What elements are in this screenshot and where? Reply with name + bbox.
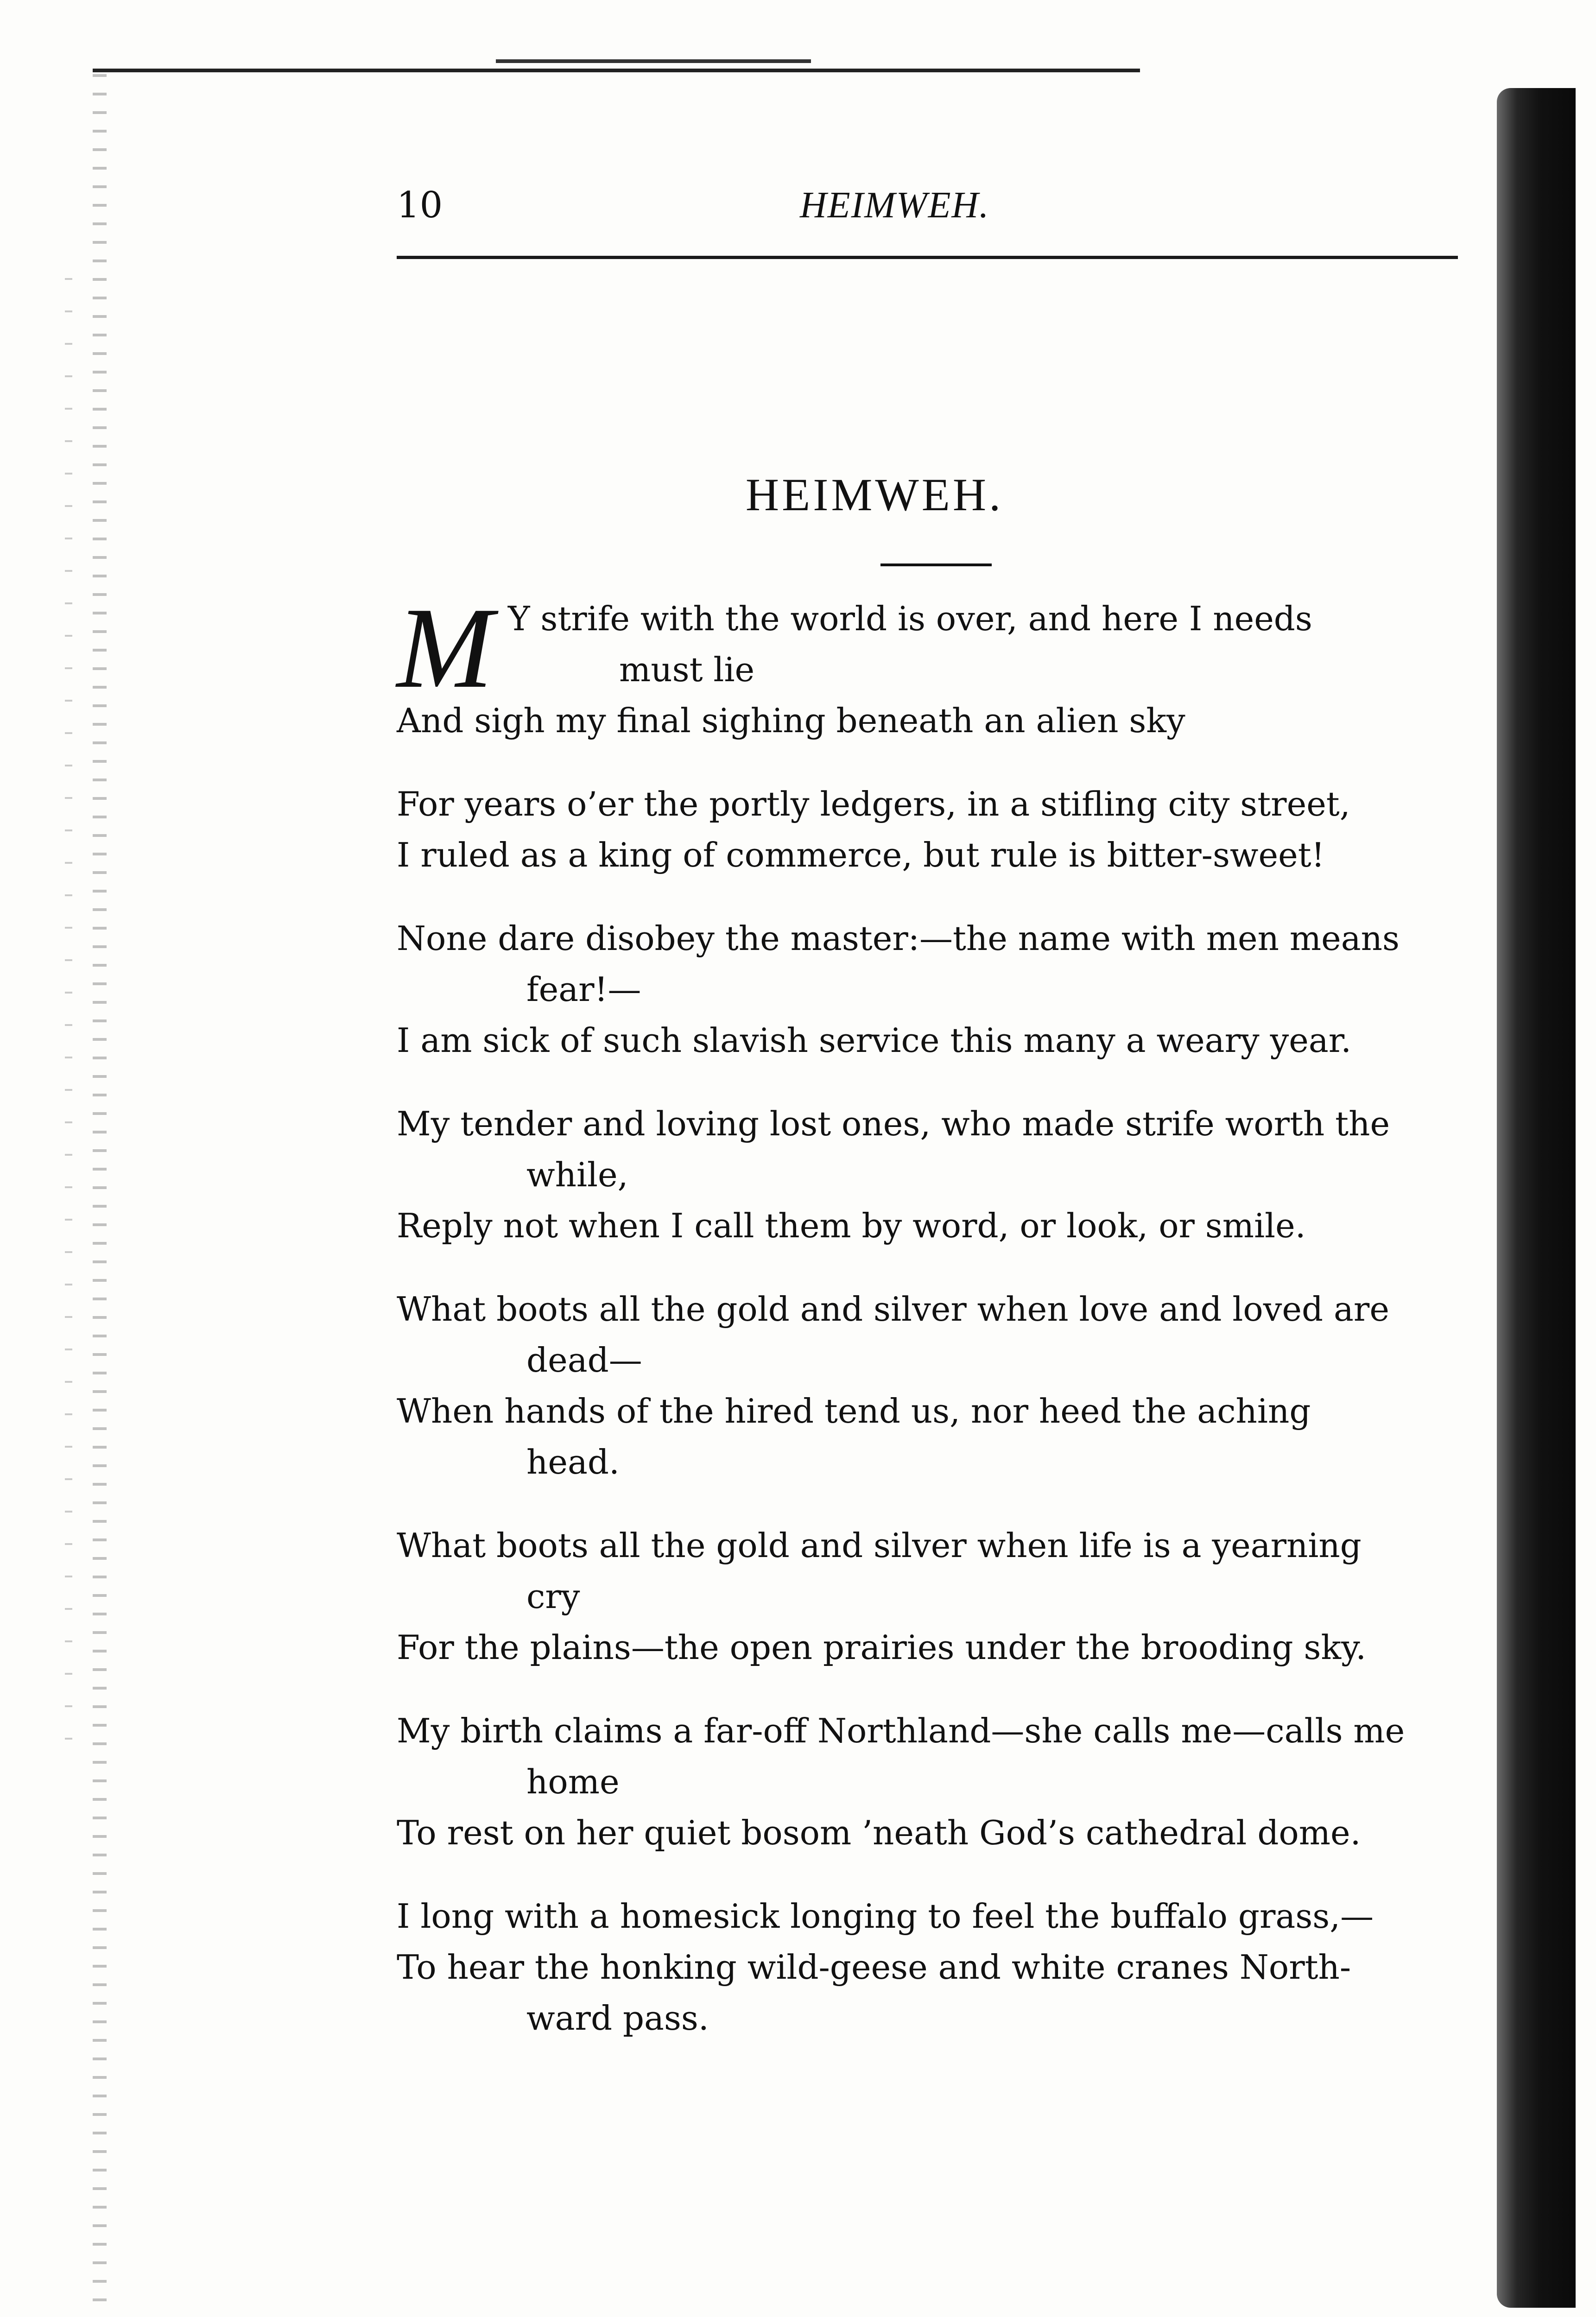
running-title: HEIMWEH.	[800, 185, 990, 226]
poem-line: I ruled as a king of commerce, but rule is bitter-sweet!	[397, 836, 1325, 874]
scan-artifact-binding-shadow	[1497, 88, 1576, 2308]
poem-line-continuation: head.	[526, 1443, 620, 1481]
poem-line-continuation: must lie	[619, 650, 755, 689]
poem-line: I long with a homesick longing to feel the buffalo grass,—	[397, 1897, 1374, 1936]
poem-line: What boots all the gold and silver when love and loved are	[397, 1290, 1389, 1329]
running-head	[397, 180, 1453, 249]
poem-line-continuation: ward pass.	[526, 1999, 709, 2038]
poem-line-continuation: cry	[526, 1577, 580, 1616]
title-rule	[880, 563, 992, 566]
poem-line: To rest on her quiet bosom ’neath God’s cathedral dome.	[397, 1813, 1361, 1852]
stanza-6	[397, 1520, 1476, 1673]
scan-artifact-rule	[496, 59, 811, 63]
poem-line: To hear the honking wild-geese and white cranes North-	[397, 1948, 1351, 1987]
header-rule	[397, 256, 1458, 259]
stanza-1	[397, 584, 1476, 746]
poem-line: I am sick of such slavish service this many a weary year.	[397, 1021, 1352, 1060]
stanza-7	[397, 1705, 1476, 1858]
stanza-2	[397, 779, 1476, 880]
poem-body	[397, 584, 1476, 2076]
poem-line-continuation: dead—	[526, 1341, 642, 1380]
stanza-3	[397, 913, 1476, 1066]
stanza-8	[397, 1891, 1476, 2044]
poem-line: What boots all the gold and silver when life is a yearning	[397, 1526, 1362, 1565]
poem-line-continuation: fear!—	[526, 970, 641, 1009]
page-number: 10	[397, 184, 443, 226]
poem-line-continuation: home	[526, 1762, 620, 1801]
scan-artifact-left-edge	[93, 74, 107, 2317]
scan-artifact-top-edge	[93, 69, 1140, 72]
poem-title: HEIMWEH.	[745, 469, 1004, 520]
poem-line: Y strife with the world is over, and here I needs	[508, 599, 1312, 638]
stanza-4	[397, 1098, 1476, 1251]
poem-line: My birth claims a far-off Northland—she calls me—calls me	[397, 1711, 1405, 1750]
poem-line: When hands of the hired tend us, nor heed the aching	[397, 1392, 1311, 1431]
poem-line: For years o’er the portly ledgers, in a stifling city street,	[397, 785, 1350, 823]
poem-line: None dare disobey the master:—the name with men means	[397, 919, 1400, 958]
poem-line: For the plains—the open prairies under the brooding sky.	[397, 1628, 1367, 1667]
poem-line: And sigh my final sighing beneath an alien sky	[397, 701, 1185, 740]
drop-cap: M	[397, 584, 494, 712]
stanza-5	[397, 1284, 1476, 1488]
poem-line-continuation: while,	[526, 1155, 628, 1194]
poem-line: My tender and loving lost ones, who made strife worth the	[397, 1104, 1390, 1143]
poem-line: Reply not when I call them by word, or look, or smile.	[397, 1206, 1306, 1245]
